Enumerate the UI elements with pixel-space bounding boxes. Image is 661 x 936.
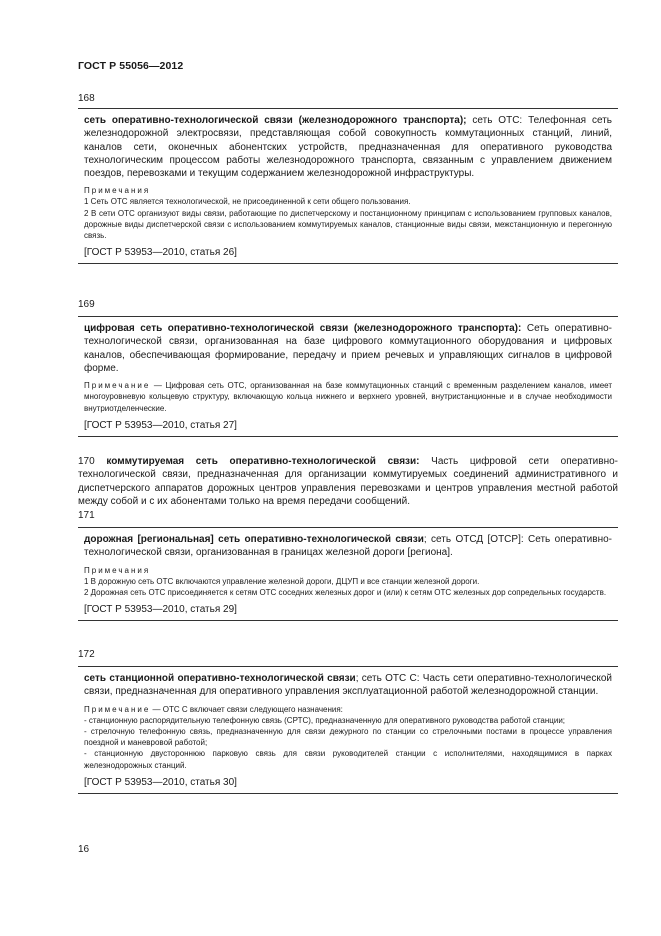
note — [84, 704, 612, 715]
entry-box-171 — [78, 527, 618, 621]
note-item: - станционную двустороннюю парковую связь для связи руководителей станции с исполнителями, находящимися в парках железнодорожных станций. — [84, 749, 612, 770]
note-item: 2 В сети ОТС организуют виды связи, работающие по диспетчерскому и постанционному принципам с использованием групповых каналов, дорожные виды диспетчерской связи с использованием коммутируемых каналов, станционные виды связи, межстанционную и перегонную связь. — [84, 208, 612, 241]
entry-170 — [78, 455, 618, 508]
entry-number: 171 — [78, 510, 95, 521]
definition — [84, 114, 612, 180]
note-item: - станционную распорядительную телефонную связь (СРТС), предназначенную для оперативного руководства работой станции; — [84, 715, 566, 725]
note-item: 1 Сеть ОТС является технологической, не присоединенной к сети общего пользования. — [84, 197, 411, 207]
definition — [84, 322, 612, 375]
note-item: 1 В дорожную сеть ОТС включаются управление железной дороги, ДЦУП и все станции железной дороги. — [84, 576, 480, 586]
term: дорожная [региональная] сеть оперативно-технологической связи — [84, 534, 424, 545]
definition-text: сеть ОТС: Телефонная сеть железнодорожной электросвязи, представляющая собой совокупность коммутационных станций, линий, каналов сети, оконечных абонентских устройств, предназначенная для оперативного руководства технологическим процессом работы железнодорожного транспорта, связанным с управлением движением поездов, перевозками и текущим содержанием железнодорожной инфраструктуры. — [84, 115, 612, 180]
note — [84, 380, 612, 414]
note-item: - стрелочную телефонную связь, предназначенную для связи дежурного по станции со стрелочными постами в процессе управления поездной и маневровой работой; — [84, 727, 612, 748]
definition-text: ; сеть ОТС С: Часть сети оперативно-технологической связи, предназначенная для оперативного управления эксплуатационной работой железнодорожной станции. — [84, 673, 612, 698]
definition-text: Часть цифровой сети оперативно-технологической связи, предназначенная для организации коммутируемых соединений административного и диспетчерского аппаратов дорожных центров управления перевозками и центров управления местной работой между собой и с их абонентами только на время передачи сообщений. — [78, 456, 618, 507]
note-item: 2 Дорожная сеть ОТС присоединяется к сетям ОТС соседних железных дорог и (или) к сетям ОТС железных дор сопредельных государств. — [84, 587, 607, 597]
definition — [84, 672, 612, 699]
term: сеть оперативно-технологической связи (железнодорожного транспорта); — [84, 115, 467, 126]
entry-number: 172 — [78, 649, 95, 660]
note-label: Примечание — [84, 704, 151, 714]
notes-title: Примечания — [84, 565, 151, 575]
reference: [ГОСТ Р 53953—2010, статья 26] — [84, 247, 237, 259]
definition — [84, 533, 612, 560]
entry-box-168 — [78, 108, 618, 264]
notes-title: Примечания — [84, 186, 151, 196]
page-number: 16 — [78, 844, 90, 855]
reference: [ГОСТ Р 53953—2010, статья 27] — [84, 419, 237, 431]
note-text: — Цифровая сеть ОТС, организованная на базе коммутационных станций с временным разделением каналов, имеет многоуровневую кольцевую структуру, включающую кольца нижнего и верхнего уровней, внутристанционные и в случае необходимости внутриотделенческие. — [84, 381, 612, 413]
reference: [ГОСТ Р 53953—2010, статья 29] — [84, 604, 237, 615]
definition-text: Сеть оперативно-технологической связи, организованная на базе цифрового коммутационного оборудования и цифровых каналов, обеспечивающая формирование, передачу и прием речевых и управляющих сигналов в цифровой форме. — [84, 323, 612, 374]
entry-number: 168 — [78, 93, 95, 104]
definition-text: ; сеть ОТСД [ОТСР]: Сеть оперативно-технологической связи, организованная в границах железной дороги [региона]. — [84, 534, 612, 559]
reference: [ГОСТ Р 53953—2010, статья 30] — [84, 776, 237, 788]
entry-box-169 — [78, 316, 618, 437]
document-header: ГОСТ Р 55056—2012 — [78, 60, 184, 72]
entry-box-172 — [78, 666, 618, 794]
note-text: — ОТС С включает связи следующего назначения: — [150, 704, 343, 714]
term: коммутируемая сеть оперативно-технологической связи: — [106, 456, 420, 467]
term: цифровая сеть оперативно-технологической связи (железнодорожного транспорта): — [84, 323, 522, 334]
note-label: Примечание — [84, 381, 151, 391]
term: сеть станционной оперативно-технологической связи — [84, 673, 356, 684]
entry-number: 170 — [78, 456, 95, 467]
entry-number: 169 — [78, 299, 95, 310]
